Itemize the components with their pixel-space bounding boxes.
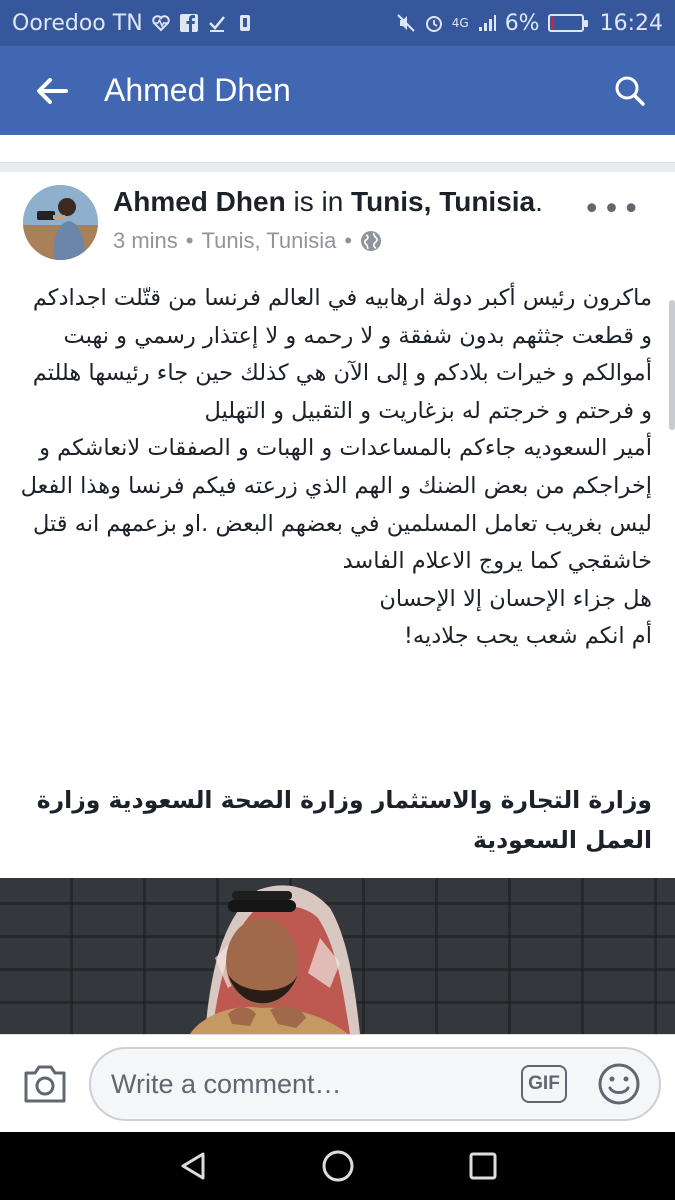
battery-icon	[548, 14, 584, 32]
nav-home-button[interactable]	[318, 1146, 358, 1186]
square-recents-icon	[468, 1151, 498, 1181]
page-title: Ahmed Dhen	[104, 72, 291, 108]
back-button[interactable]	[0, 46, 104, 135]
header-period: .	[535, 186, 543, 217]
app-bar	[0, 46, 675, 135]
heart-monitor-icon	[151, 13, 171, 33]
network-type-label: 4G	[451, 16, 469, 30]
post-body-text: ماكرون رئيس أكبر دولة ارهابيه في العالم فرنسا من قتّلت اجدادكم و قطعت جثثهم بدون شفقة و لا رحمه و لا إعتذار رسمي و نهبت أموالكم و خيرات بلادكم و إلى الآن هي كذلك حين جاء رئيسها هللتم و فرحتم و خرجتم له بزغاريت و التقبيل و التهليل أمير السعوديه جاءكم بالمساعدات و الهبات و الصفقات لانعاشكم و إخراجكم من بعض الضنك و الهم الذي زرعته فيكم فرنسا وهذا الفعل ليس بغريب تعامل المسلمين في بعضهم البعض .او بزعمهم انه قتل خاشقجي كما يروج الاعلام الفاسد هل جزاء الإحسان إلا الإحسان أم انكم شعب يحب جلاديه!	[20, 285, 652, 650]
previous-card-edge	[0, 135, 675, 163]
post-time[interactable]: 3 mins	[113, 228, 178, 253]
mute-icon	[396, 13, 416, 33]
avatar-photo-icon	[23, 185, 98, 260]
gif-button[interactable]: GIF	[521, 1065, 567, 1103]
post-image[interactable]	[0, 878, 675, 1034]
search-button[interactable]	[585, 46, 675, 135]
download-done-icon	[207, 13, 227, 33]
camera-icon[interactable]	[22, 1063, 68, 1105]
post-meta	[113, 228, 382, 254]
triangle-back-icon	[177, 1150, 209, 1182]
circle-home-icon	[321, 1149, 355, 1183]
post-meta-location[interactable]: Tunis, Tunisia	[201, 228, 337, 253]
post-card	[0, 172, 675, 1034]
meta-separator: •	[185, 228, 194, 253]
status-bar	[0, 0, 675, 46]
post-link-headline[interactable]: وزارة التجارة والاستثمار وزارة الصحة السعودية وزارة العمل السعودية	[36, 786, 652, 854]
nav-back-button[interactable]	[173, 1146, 213, 1186]
clock-label: 16:24	[599, 10, 663, 36]
globe-icon	[360, 230, 382, 252]
alarm-icon	[424, 13, 444, 33]
location-link[interactable]: Tunis, Tunisia	[351, 186, 536, 217]
action-text: is in	[293, 186, 344, 217]
comment-bar	[0, 1034, 675, 1132]
carrier-label: Ooredoo TN	[12, 10, 143, 36]
storage-icon	[235, 13, 255, 33]
battery-percent-label: 6%	[504, 10, 540, 36]
avatar[interactable]	[23, 185, 98, 260]
nav-recents-button[interactable]	[463, 1146, 503, 1186]
comment-input[interactable]	[89, 1047, 661, 1121]
arrow-left-icon	[36, 77, 68, 105]
scrollbar[interactable]	[669, 300, 675, 430]
facebook-notification-icon	[179, 13, 199, 33]
emoji-icon[interactable]	[597, 1062, 641, 1106]
signal-icon	[477, 13, 497, 33]
post-header	[113, 186, 543, 218]
search-icon	[614, 75, 646, 107]
comment-placeholder: Write a comment…	[111, 1069, 342, 1099]
meta-separator: •	[344, 228, 353, 253]
post-options-button[interactable]: •••	[582, 192, 642, 227]
system-nav-bar	[0, 1132, 675, 1200]
person-in-headdress-image	[0, 878, 675, 1034]
author-name-link[interactable]: Ahmed Dhen	[113, 186, 286, 217]
